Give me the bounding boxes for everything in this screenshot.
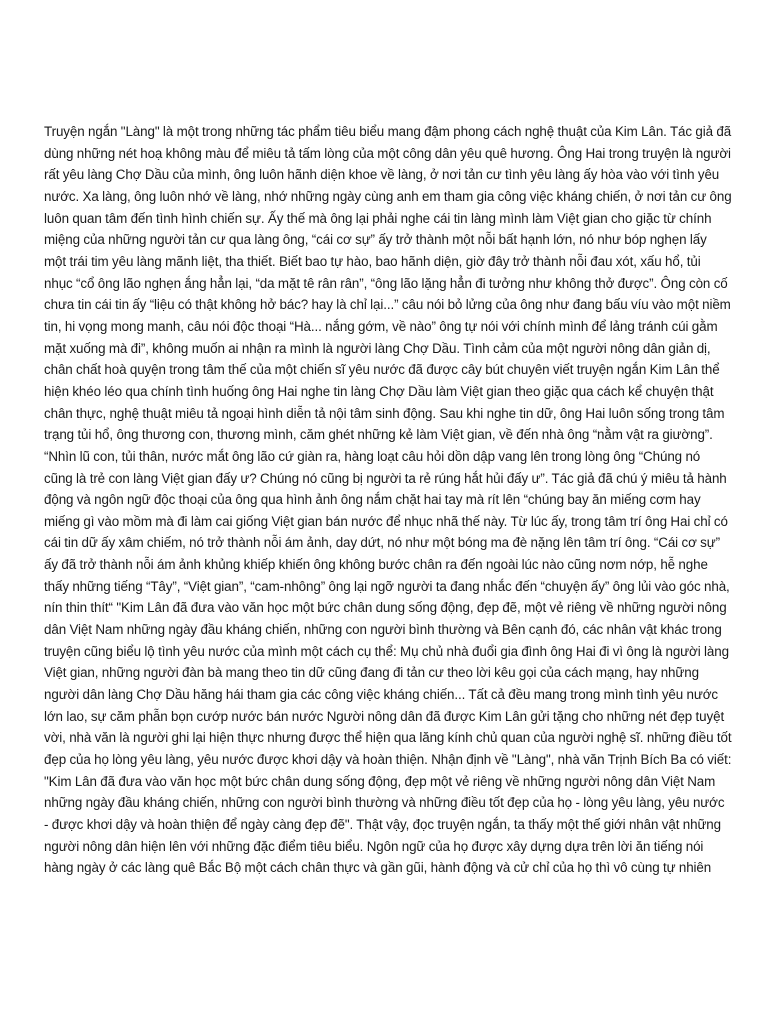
essay-paragraph: Truyện ngắn "Làng" là một trong những tác phẩm tiêu biểu mang đậm phong cách nghệ thuật của Kim Lân. Tác giả đã dùng những nét hoạ không màu để miêu tả tấm lòng của một công dân yêu quê hương. Ông Hai trong truyện là người rất yêu làng Chợ Dầu của mình, ông luôn hãnh diện khoe về làng, ở nơi tản cư tình yêu làng ấy hòa vào với tình yêu nước. Xa làng, ông luôn nhớ về làng, nhớ những ngày cùng anh em tham gia công việc kháng chiến, ở nơi tản cư ông luôn quan tâm đến tình hình chiến sự. Ấy thế mà ông lại phải nghe cái tin làng mình làm Việt gian cho giặc từ chính miệng của những người tản cư qua làng ông, “cái cơ sự” ấy trở thành một nỗi bất hạnh lớn, nó như bóp nghẹn lấy một trái tim yêu làng mãnh liệt, tha thiết. Biết bao tự hào, bao hãnh diện, giờ đây trở thành nỗi đau xót, xấu hổ, tủi nhục “cổ ông lão nghẹn ắng hẳn lại, “da mặt tê rân rân”, “ông lão lặng hẳn đi tưởng như không thở được”. Ông còn cố chưa tin cái tin ấy “liệu có thật không hở bác? hay là chỉ lại...” câu nói bỏ lửng của ông như đang bấu víu vào một niềm tin, hi vọng mong manh, câu nói độc thoại “Hà... nắng gớm, về nào” ông tự nói với chính mình để lảng tránh cúi gằm mặt xuống mà đi”, không muốn ai nhận ra mình là người làng Chợ Dầu. Tình cảm của một người nông dân giản dị, chân chất hoà quyện trong tâm thế của một chiến sĩ yêu nước đã được cây bút chuyên viết truyện ngắn Kim Lân thể hiện khéo léo qua chính tình huống ông Hai nghe tin làng Chợ Dầu làm Việt gian theo giặc qua cách kể chuyện thật chân thực, nghệ thuật miêu tả ngoại hình diễn tả nội tâm sinh động. Sau khi nghe tin dữ, ông Hai luôn sống trong tâm trạng tủi hổ, ông thương con, thương mình, căm ghét những kẻ làm Việt gian, về đến nhà ông “nằm vật ra giường”. “Nhìn lũ con, tủi thân, nước mắt ông lão cứ giàn ra, hàng loạt câu hỏi dồn dập vang lên trong lòng ông “Chúng nó cũng là trẻ con làng Việt gian đấy ư? Chúng nó cũng bị người ta rẻ rúng hắt hủi đấy ư”. Tác giả đã chú ý miêu tả hành động và ngôn ngữ độc thoại của ông qua hình ảnh ông nắm chặt hai tay mà rít lên “chúng bay ăn miếng cơm hay miếng gì vào mồm mà đi làm cai giống Việt gian bán nước để nhục nhã thế này. Từ lúc ấy, trong tâm trí ông Hai chỉ có cái tin dữ ấy xâm chiếm, nó trở thành nỗi ám ảnh, day dứt, nó như một bóng ma đè nặng lên tâm trí ông. “Cái cơ sự” ấy đã trở thành nỗi ám ảnh khủng khiếp khiến ông không bước chân ra đến ngoài lúc nào cũng nơm nớp, hễ nghe thấy những tiếng “Tây”, “Việt gian”, “cam-nhông” ông lại ngỡ người ta đang nhắc đến “chuyện ấy” ông lủi vào góc nhà, nín thin thít“ "Kim Lân đã đưa vào văn học một bức chân dung sống động, đẹp đẽ, một vẻ riêng về những người nông dân Việt Nam những ngày đầu kháng chiến, những con người bình thường và Bên cạnh đó, các nhân vật khác trong truyện cũng biểu lộ tình yêu nước của mình một cách cụ thể: Mụ chủ nhà đuổi gia đình ông Hai đi vì ông là người làng Việt gian, những người đàn bà mang theo tin dữ cũng đang đi tản cư theo lời kêu gọi của cách mạng, hay những người dân làng Chợ Dầu hăng hái tham gia các công việc kháng chiến... Tất cả đều mang trong mình tình yêu nước lớn lao, sự căm phẫn bọn cướp nước bán nước Người nông dân đã được Kim Lân gửi tặng cho những nét đẹp tuyệt vời, nhà văn là người ghi lại hiện thực nhưng được thể hiện qua lăng kính chủ quan của người nghệ sĩ. những điều tốt đẹp của họ lòng yêu làng, yêu nước được khơi dậy và hoàn thiện. Nhận định về "Làng", nhà văn Trịnh Bích Ba có viết: "Kim Lân đã đưa vào văn học một bức chân dung sống động, đẹp một vẻ riêng về những người nông dân Việt Nam những ngày đầu kháng chiến, những con người bình thường và những điều tốt đẹp của họ - lòng yêu làng, yêu nước - được khơi dậy và hoàn thiện để ngày càng đẹp đẽ". Thật vậy, đọc truyện ngắn, ta thấy một thế giới nhân vật những người nông dân hiện lên với những đặc điểm tiêu biểu. Ngôn ngữ của họ được xây dựng dựa trên lời ăn tiếng nói hàng ngày ở các làng quê Bắc Bộ một cách chân thực và gần gũi, hành động và cử chỉ của họ thì vô cùng tự nhiên	[44, 124, 732, 876]
